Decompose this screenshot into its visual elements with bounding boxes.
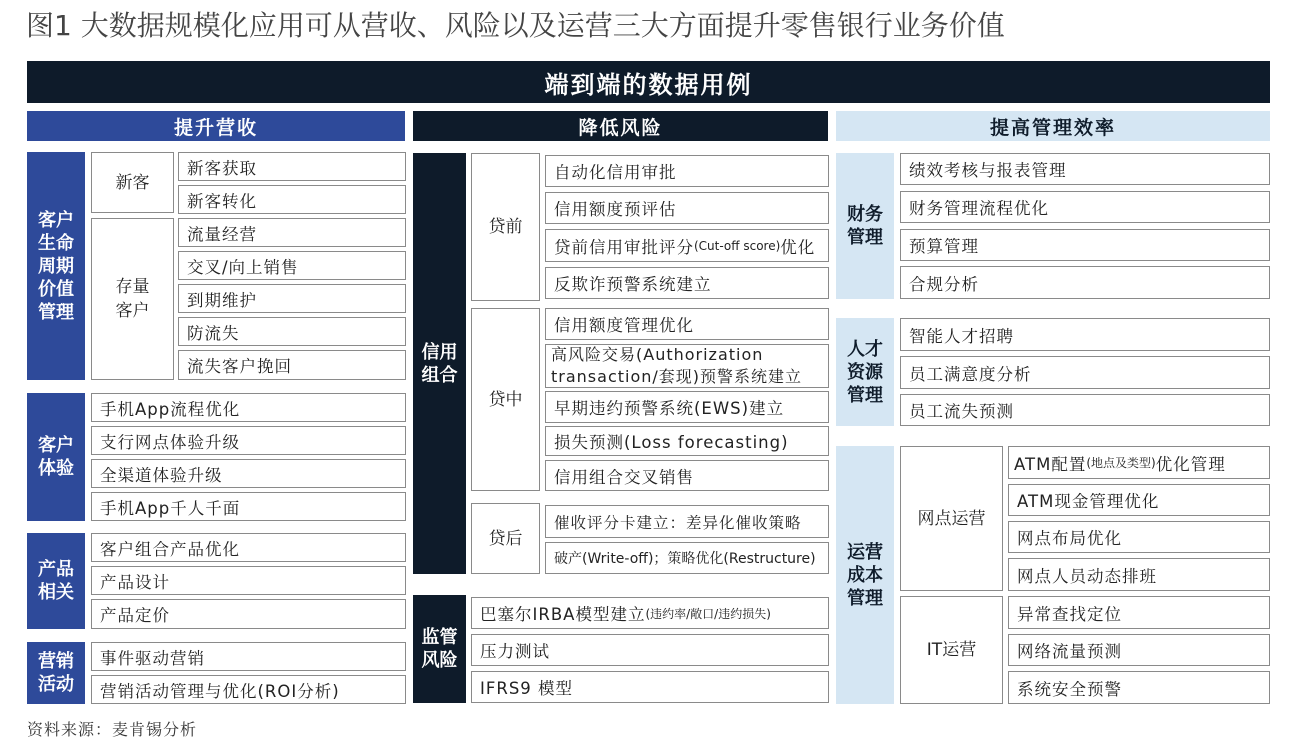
group-product: 产品 相关 [27,533,85,629]
leaf-item: 绩效考核与报表管理 [900,153,1270,185]
leaf-item: 高风险交易(Authorization transaction/套现)预警系统建立 [545,344,829,388]
leaf-text: 优化管理 [1155,454,1226,474]
leaf-item: 智能人才招聘 [900,318,1270,351]
leaf-item: ATM现金管理优化 [1008,484,1270,516]
leaf-item: 催收评分卡建立：差异化催收策略 [545,505,829,538]
leaf-text: 贷前信用审批评分 [554,237,694,257]
source-note: 资料来源：麦肯锡分析 [27,720,198,739]
leaf-item [471,597,829,629]
leaf-item: 合规分析 [900,266,1270,299]
subgroup-branch-operations: 网点运营 [900,446,1003,591]
diagram-banner: 端到端的数据用例 [27,61,1270,103]
leaf-item: 反欺诈预警系统建立 [545,267,829,299]
leaf-item: 网点布局优化 [1008,521,1270,553]
leaf-item [1008,446,1270,479]
figure-title: 图1 大数据规模化应用可从营收、风险以及运营三大方面提升零售银行业务价值 [26,9,1005,42]
subgroup-existing-customer: 存量 客户 [91,218,174,380]
leaf-item: 信用组合交叉销售 [545,460,829,491]
leaf-item: 事件驱动营销 [91,642,406,671]
leaf-item: 新客获取 [178,152,406,181]
leaf-item: 系统安全预警 [1008,671,1270,704]
leaf-item: 流失客户挽回 [178,350,406,380]
group-regulatory-risk: 监管 风险 [413,595,466,703]
leaf-item: 信用额度管理优化 [545,308,829,340]
leaf-item: 财务管理流程优化 [900,191,1270,223]
subgroup-it-operations: IT运营 [900,596,1003,704]
leaf-item: 营销活动管理与优化(ROI分析) [91,675,406,704]
column-header-revenue: 提升营收 [27,111,405,141]
leaf-item: 员工流失预测 [900,394,1270,426]
leaf-text: 优化 [780,237,816,257]
leaf-item: 全渠道体验升级 [91,459,406,488]
leaf-item: 手机App流程优化 [91,393,406,422]
leaf-note: (Cut-off score) [694,238,781,253]
leaf-item: 客户组合产品优化 [91,533,406,562]
subgroup-mid-loan: 贷中 [471,308,540,491]
leaf-item: 异常查找定位 [1008,596,1270,629]
group-customer-lifecycle: 客户 生命 周期 价值 管理 [27,152,85,380]
leaf-item: 早期违约预警系统(EWS)建立 [545,391,829,423]
leaf-item: 员工满意度分析 [900,356,1270,389]
leaf-item [545,229,829,262]
subgroup-new-customer: 新客 [91,152,174,213]
column-header-risk: 降低风险 [413,111,828,141]
leaf-item: 预算管理 [900,229,1270,261]
leaf-item: 交叉/向上销售 [178,251,406,280]
leaf-text: ATM配置 [1014,454,1087,474]
leaf-item: 到期维护 [178,284,406,313]
leaf-item: 网点人员动态排班 [1008,558,1270,591]
leaf-item: 破产(Write-off)；策略优化(Restructure) [545,542,829,574]
leaf-item: 产品定价 [91,599,406,629]
leaf-item: 手机App千人千面 [91,492,406,521]
group-operations: 运营 成本 管理 [836,446,894,704]
column-header-efficiency: 提高管理效率 [836,111,1270,141]
leaf-item: 网络流量预测 [1008,634,1270,666]
leaf-item: IFRS9 模型 [471,671,829,703]
group-talent: 人才 资源 管理 [836,318,894,426]
group-customer-experience: 客户 体验 [27,393,85,521]
leaf-item: 压力测试 [471,634,829,666]
leaf-item: 信用额度预评估 [545,192,829,224]
group-credit-portfolio: 信用 组合 [413,153,466,574]
leaf-item: 流量经营 [178,218,406,247]
leaf-item: 防流失 [178,317,406,346]
leaf-text: 巴塞尔IRBA模型建立 [480,605,646,624]
leaf-item: 自动化信用审批 [545,155,829,187]
leaf-note: (违约率/敞口/违约损失) [645,606,771,621]
leaf-note: (地点及类型) [1086,456,1156,470]
leaf-item: 支行网点体验升级 [91,426,406,455]
group-finance: 财务 管理 [836,153,894,299]
subgroup-post-loan: 贷后 [471,503,540,574]
subgroup-pre-loan: 贷前 [471,153,540,301]
leaf-item: 产品设计 [91,566,406,595]
leaf-item: 新客转化 [178,185,406,214]
group-marketing: 营销 活动 [27,642,85,704]
leaf-item: 损失预测(Loss forecasting) [545,426,829,456]
